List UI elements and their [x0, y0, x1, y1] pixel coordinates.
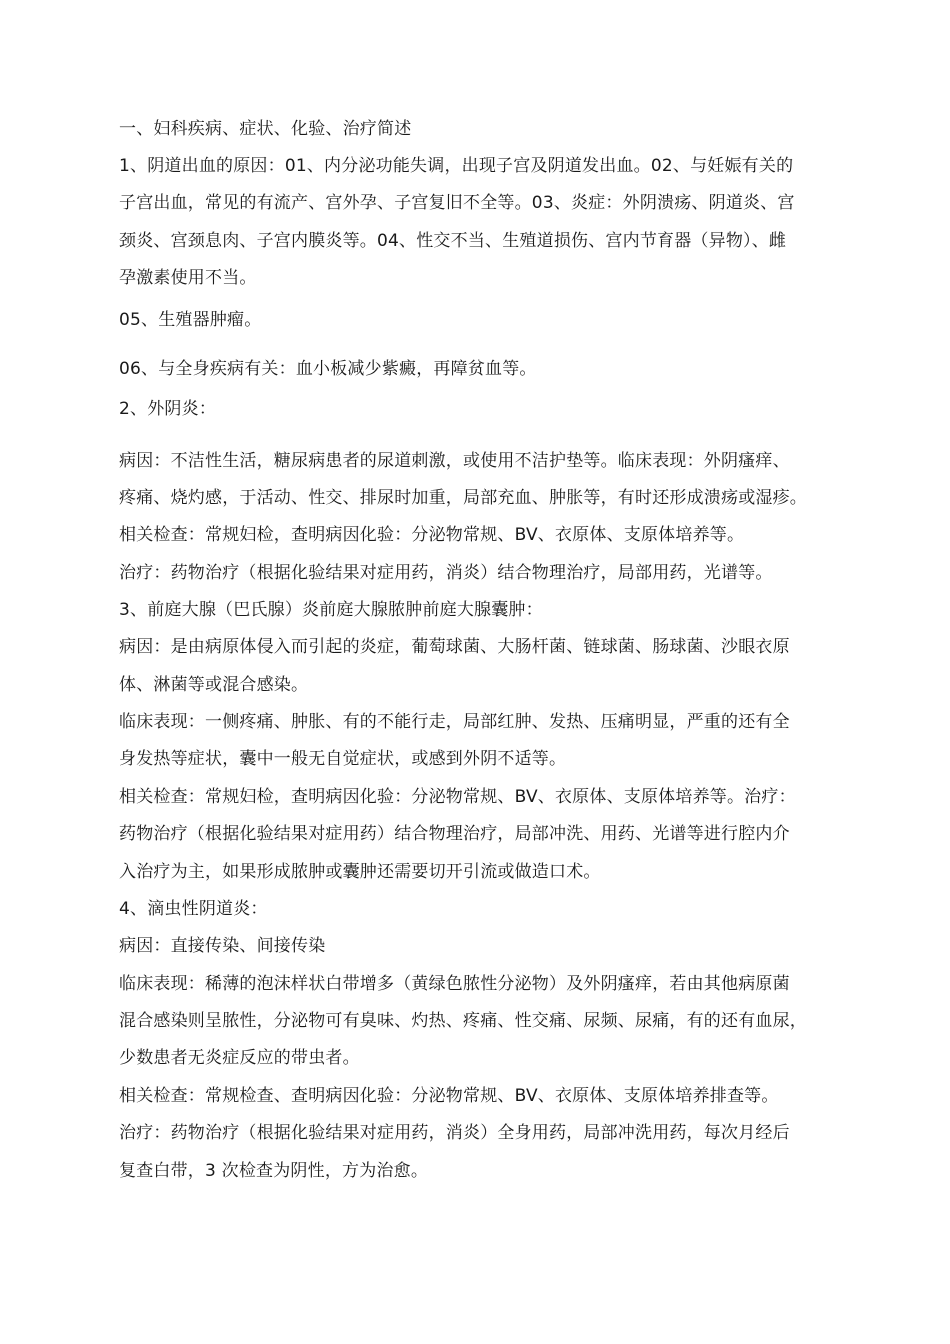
paragraph-line: 孕激素使用不当。 — [119, 268, 257, 288]
item-heading: 3、前庭大腺（巴氏腺）炎前庭大腺脓肿前庭大腺囊肿： — [119, 600, 543, 620]
paragraph-line: 治疗：药物治疗（根据化验结果对症用药，消炎）全身用药，局部冲洗用药，每次月经后 — [119, 1123, 790, 1143]
paragraph-line: 相关检查：常规检查、查明病因化验：分泌物常规、BV、衣原体、支原体培养排查等。 — [119, 1086, 779, 1106]
paragraph-line: 临床表现：一侧疼痛、肿胀、有的不能行走，局部红肿、发热、压痛明显，严重的还有全 — [119, 712, 790, 732]
paragraph-line: 颈炎、宫颈息肉、子宫内膜炎等。04、性交不当、生殖道损伤、宫内节育器（异物）、雌 — [119, 231, 787, 251]
paragraph-line: 1、阴道出血的原因：01、内分泌功能失调，出现子宫及阴道发出血。02、与妊娠有关的 — [119, 156, 794, 176]
paragraph-line: 病因：直接传染、间接传染 — [119, 936, 326, 956]
paragraph-line: 疼痛、烧灼感，于活动、性交、排尿时加重，局部充血、肿胀等，有时还形成溃疡或湿疹。 — [119, 488, 807, 508]
item-heading: 4、滴虫性阴道炎： — [119, 899, 268, 919]
paragraph-line: 相关检查：常规妇检，查明病因化验：分泌物常规、BV、衣原体、支原体培养等。治疗： — [119, 787, 796, 807]
paragraph-line: 药物治疗（根据化验结果对症用药）结合物理治疗，局部冲洗、用药、光谱等进行腔内介 — [119, 824, 790, 844]
paragraph-line: 复查白带，3 次检查为阴性，方为治愈。 — [119, 1161, 429, 1181]
paragraph-line: 05、生殖器肿瘤。 — [119, 310, 262, 330]
paragraph-line: 子宫出血，常见的有流产、宫外孕、子宫复旧不全等。03、炎症：外阴溃疡、阴道炎、宫 — [119, 193, 795, 213]
paragraph-line: 06、与全身疾病有关：血小板减少紫癜，再障贫血等。 — [119, 359, 537, 379]
paragraph-line: 身发热等症状，囊中一般无自觉症状，或感到外阴不适等。 — [119, 749, 567, 769]
paragraph-line: 相关检查：常规妇检，查明病因化验：分泌物常规、BV、衣原体、支原体培养等。 — [119, 525, 745, 545]
paragraph-line: 病因：不洁性生活，糖尿病患者的尿道刺激，或使用不洁护垫等。临床表现：外阴瘙痒、 — [119, 451, 790, 471]
paragraph-line: 治疗：药物治疗（根据化验结果对症用药，消炎）结合物理治疗，局部用药，光谱等。 — [119, 563, 773, 583]
paragraph-line: 体、淋菌等或混合感染。 — [119, 675, 309, 695]
paragraph-line: 病因：是由病原体侵入而引起的炎症，葡萄球菌、大肠杆菌、链球菌、肠球菌、沙眼衣原 — [119, 637, 790, 657]
item-heading: 2、外阴炎： — [119, 399, 217, 419]
section-heading: 一、妇科疾病、症状、化验、治疗简述 — [119, 119, 412, 139]
paragraph-line: 入治疗为主，如果形成脓肿或囊肿还需要切开引流或做造口术。 — [119, 862, 601, 882]
paragraph-line: 少数患者无炎症反应的带虫者。 — [119, 1048, 360, 1068]
paragraph-line: 临床表现：稀薄的泡沫样状白带增多（黄绿色脓性分泌物）及外阴瘙痒，若由其他病原菌 — [119, 974, 790, 994]
paragraph-line: 混合感染则呈脓性，分泌物可有臭味、灼热、疼痛、性交痛、尿频、尿痛，有的还有血尿， — [119, 1011, 807, 1031]
